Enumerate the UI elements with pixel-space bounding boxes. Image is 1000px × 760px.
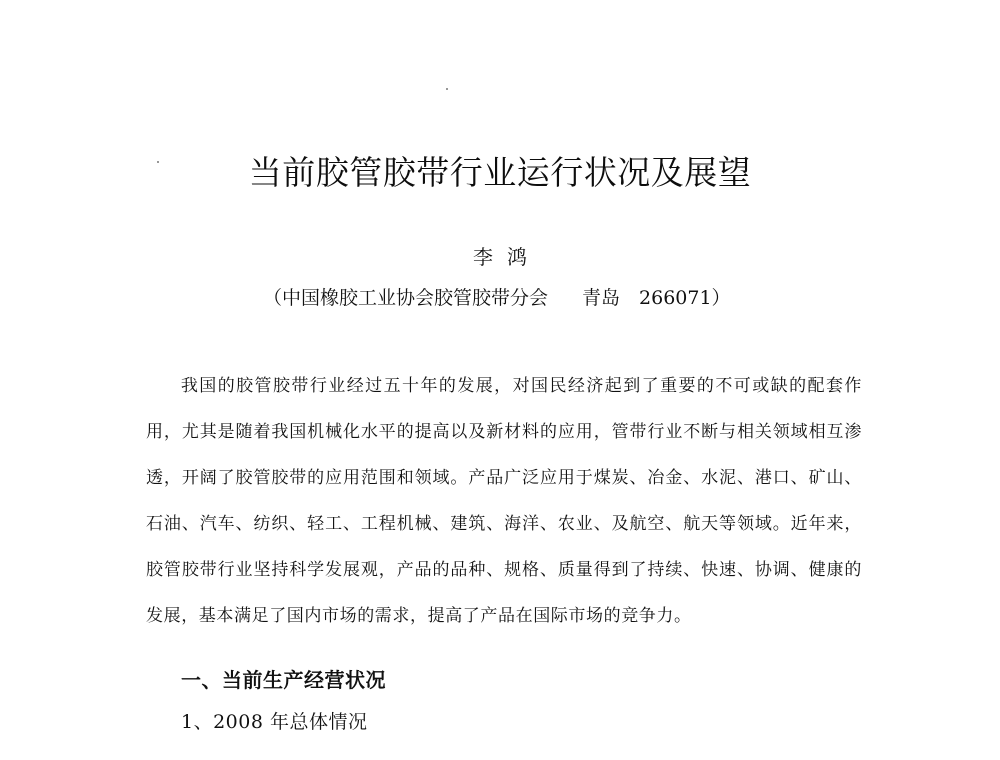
subsection-heading: 1、2008 年总体情况 — [181, 711, 368, 733]
abstract-paragraph — [146, 363, 862, 639]
author-affiliation — [263, 283, 803, 310]
affiliation-organization: （中国橡胶工业协会胶管胶带分会 — [263, 287, 549, 309]
affiliation-city-postcode: 青岛 266071） — [582, 287, 731, 309]
section-heading: 一、当前生产经营状况 — [181, 668, 386, 692]
cut-off-text-line — [181, 748, 861, 760]
author-name: 李鸿 — [473, 245, 541, 269]
scan-speck — [446, 88, 448, 90]
abstract-paragraph-text: 我国的胶管胶带行业经过五十年的发展，对国民经济起到了重要的不可或缺的配套作用，尤其是随着我国机械化水平的提高以及新材料的应用，管带行业不断与相关领域相互渗透，开阔了胶管胶带的应用范围和领域。产品广泛应用于煤炭、冶金、水泥、港口、矿山、石油、汽车、纺织、轻工、工程机械、建筑、海洋、农业、及航空、航天等领域。近年来，胶管胶带行业坚持科学发展观，产品的品种、规格、质量得到了持续、快速、协调、健康的发展，基本满足了国内市场的需求，提高了产品在国际市场的竞争力。 — [146, 376, 862, 626]
document-title: 当前胶管胶带行业运行状况及展望 — [248, 153, 752, 192]
